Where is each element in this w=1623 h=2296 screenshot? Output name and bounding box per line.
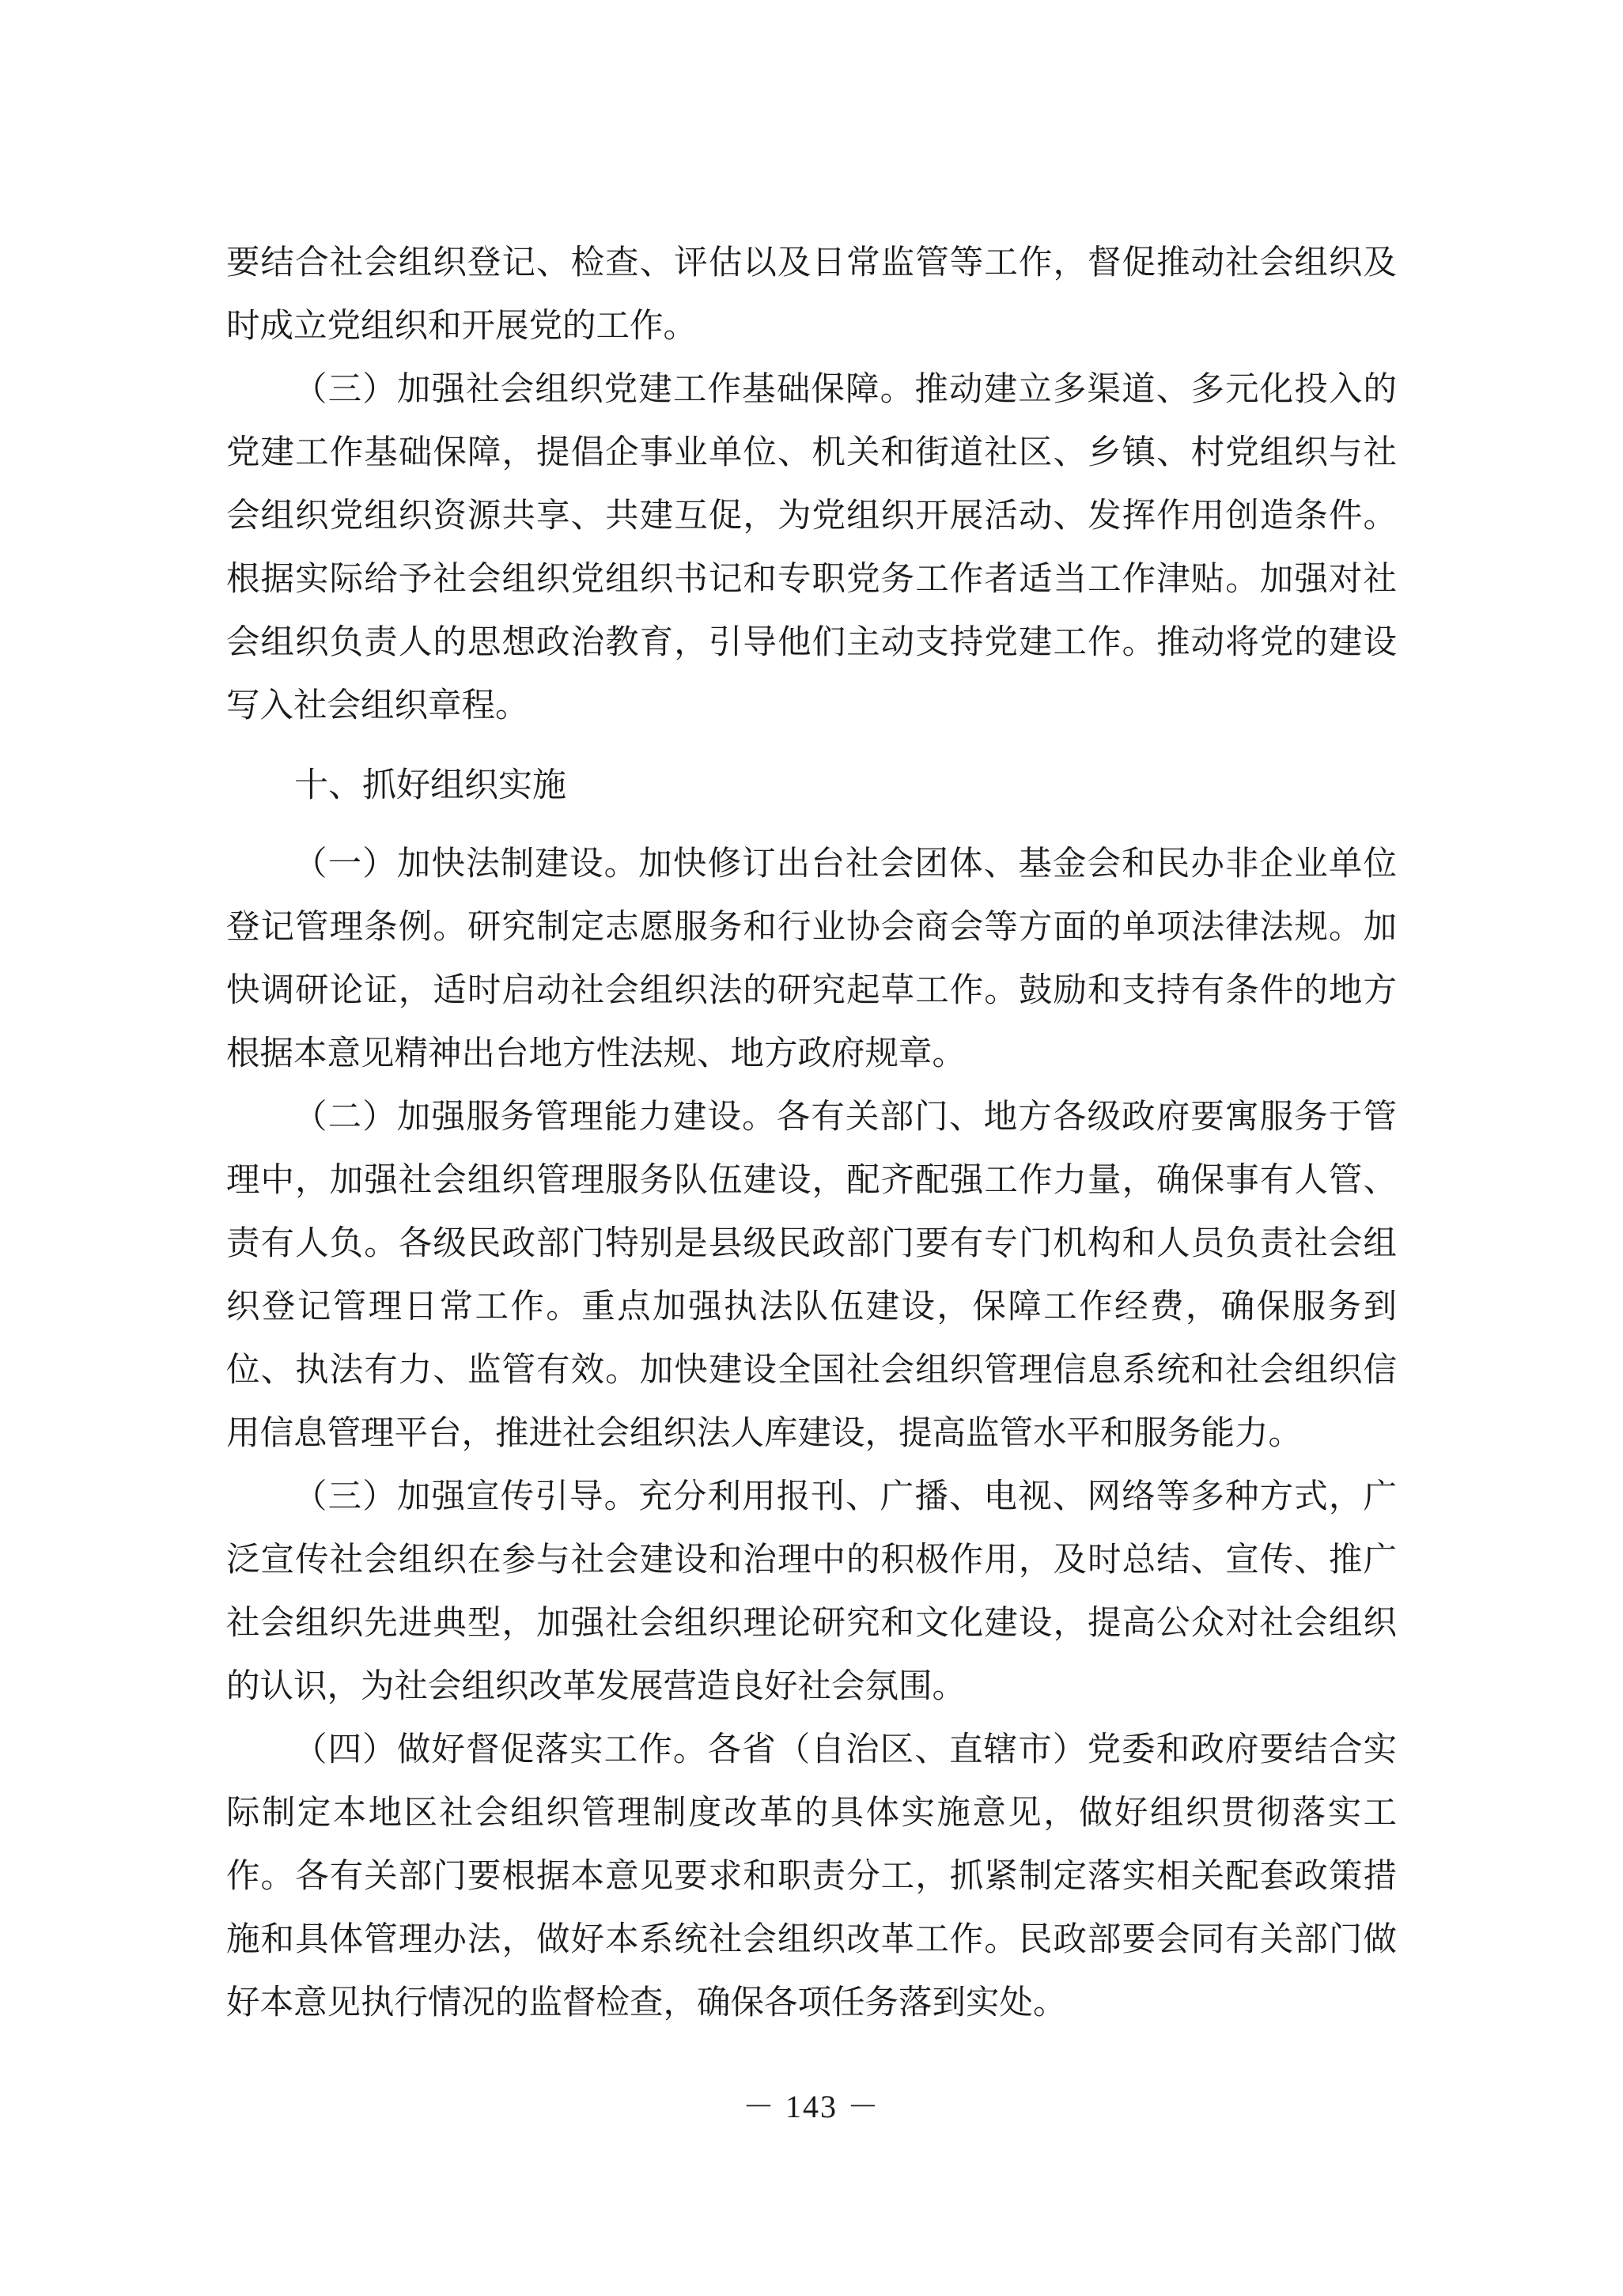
paragraph-legal-construction: （一）加快法制建设。加快修订出台社会团体、基金会和民办非企业单位登记管理条例。研究制定志愿服务和行业协会商会等方面的单项法律法规。加快调研论证，适时启动社会组织法的研究起草工作。鼓励和支持有条件的地方根据本意见精神出台地方性法规、地方政府规章。 (226, 845, 1397, 1073)
paragraph-service-capacity: （二）加强服务管理能力建设。各有关部门、地方各级政府要寓服务于管理中，加强社会组织管理服务队伍建设，配齐配强工作力量，确保事有人管、责有人负。各级民政部门特别是县级民政部门要有专门机构和人员负责社会组织登记管理日常工作。重点加强执法队伍建设，保障工作经费，确保服务到位、执法有力、监管有效。加快建设全国社会组织管理信息系统和社会组织信用信息管理平台，推进社会组织法人库建设，提高监管水平和服务能力。 (226, 1098, 1397, 1453)
paragraph-continuation: 要结合社会组织登记、检查、评估以及日常监管等工作，督促推动社会组织及时成立党组织和开展党的工作。 (226, 244, 1397, 346)
paragraph-supervision: （四）做好督促落实工作。各省（自治区、直辖市）党委和政府要结合实际制定本地区社会组织管理制度改革的具体实施意见，做好组织贯彻落实工作。各有关部门要根据本意见要求和职责分工，抓紧制定落实相关配套政策措施和具体管理办法，做好本系统社会组织改革工作。民政部要会同有关部门做好本意见执行情况的监督检查，确保各项任务落到实处。 (226, 1731, 1397, 2022)
body-text (226, 232, 1397, 2035)
page-number: － 143 － (743, 2089, 880, 2124)
paragraph-party-building-support: （三）加强社会组织党建工作基础保障。推动建立多渠道、多元化投入的党建工作基础保障，提倡企事业单位、机关和街道社区、乡镇、村党组织与社会组织党组织资源共享、共建互促，为党组织开展活动、发挥作用创造条件。根据实际给予社会组织党组织书记和专职党务工作者适当工作津贴。加强对社会组织负责人的思想政治教育，引导他们主动支持党建工作。推动将党的建设写入社会组织章程。 (226, 370, 1397, 725)
section-heading: 十、抓好组织实施 (294, 766, 566, 805)
paragraph-publicity: （三）加强宣传引导。充分利用报刊、广播、电视、网络等多种方式，广泛宣传社会组织在参与社会建设和治理中的积极作用，及时总结、宣传、推广社会组织先进典型，加强社会组织理论研究和文化建设，提高公众对社会组织的认识，为社会组织改革发展营造良好社会氛围。 (226, 1477, 1397, 1706)
